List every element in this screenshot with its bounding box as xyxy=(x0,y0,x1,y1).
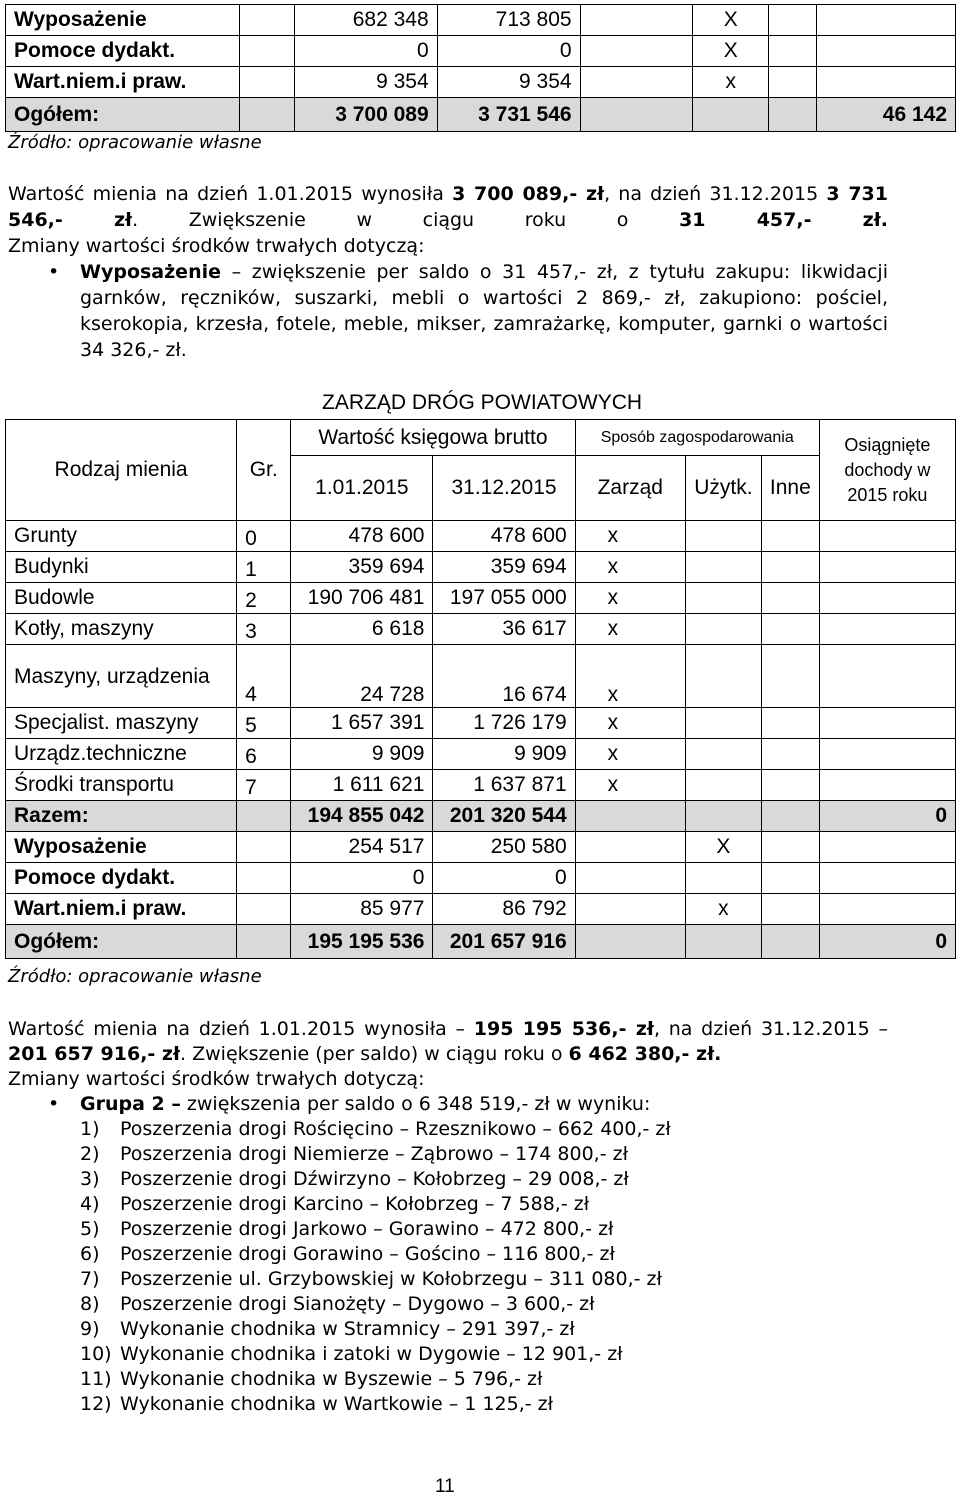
row-zarzad: x xyxy=(575,521,685,552)
list-item-text: Poszerzenie drogi Jarkowo – Gorawino – 472 800,- zł xyxy=(120,1218,614,1240)
row-value-start: 9 909 xyxy=(291,739,433,770)
row-zarzad xyxy=(580,5,693,36)
row-value-start: 1 657 391 xyxy=(291,708,433,739)
list-item-number: 10) xyxy=(80,1343,112,1365)
row-value-start: 1 611 621 xyxy=(291,770,433,801)
list-item xyxy=(8,1342,888,1367)
row-dochody xyxy=(819,832,955,863)
row-gr xyxy=(237,863,291,894)
row-name: Grunty xyxy=(6,521,237,552)
row-dochody xyxy=(819,614,955,645)
row-dochody: 46 142 xyxy=(817,98,956,132)
row-zarzad xyxy=(575,801,685,832)
row-value-start: 0 xyxy=(291,863,433,894)
row-value-end: 9 354 xyxy=(437,67,580,98)
text-1a: Wartość mienia na dzień 1.01.2015 wynosiła xyxy=(8,183,453,205)
table-row xyxy=(6,739,956,770)
header-inne: Inne xyxy=(761,456,819,521)
header-sposob: Sposób zagospodarowania xyxy=(575,420,819,456)
list-item-text: Poszerzenie drogi Sianożęty – Dygowo – 3 600,- zł xyxy=(120,1293,595,1315)
list-item-text: Wykonanie chodnika i zatoki w Dygowie – 12 901,- zł xyxy=(120,1343,623,1365)
header-wartosc: Wartość księgowa brutto xyxy=(291,420,575,456)
list-item-text: Poszerzenia drogi Niemierze – Ząbrowo – 174 800,- zł xyxy=(120,1143,628,1165)
row-uzytk xyxy=(685,925,761,959)
text-1e: . Zwiększenie w ciągu roku o xyxy=(132,209,680,231)
source-note-1: Źródło: opracowanie własne xyxy=(8,132,262,153)
row-name: Ogółem: xyxy=(6,925,237,959)
row-name: Pomoce dydakt. xyxy=(6,36,240,67)
ogolem-row xyxy=(6,925,956,959)
text-1b: 3 700 089,- zł xyxy=(452,183,605,205)
list-item-number: 4) xyxy=(80,1193,100,1215)
list-item xyxy=(8,1392,888,1417)
row-name: Urządz.techniczne xyxy=(6,739,237,770)
list-item xyxy=(8,1292,888,1317)
row-inne xyxy=(761,832,819,863)
table-row xyxy=(6,5,956,36)
row-gr xyxy=(237,894,291,925)
list-item xyxy=(8,1242,888,1267)
list-item xyxy=(8,1217,888,1242)
row-inne xyxy=(761,801,819,832)
text-1c: , na dzień 31.12.2015 xyxy=(604,183,827,205)
row-inne xyxy=(761,863,819,894)
bullet-grupa-2: • Grupa 2 – zwiększenia per saldo o 6 348 519,- zł w wyniku: xyxy=(8,1092,888,1117)
row-value-end: 0 xyxy=(433,863,575,894)
row-zarzad xyxy=(575,832,685,863)
row-uzytk xyxy=(685,708,761,739)
row-inne xyxy=(769,67,817,98)
row-inne xyxy=(769,98,817,132)
row-value-end: 3 731 546 xyxy=(437,98,580,132)
list-item xyxy=(8,1142,888,1167)
row-value-start: 0 xyxy=(294,36,437,67)
row-inne xyxy=(761,739,819,770)
list-item-number: 2) xyxy=(80,1143,100,1165)
table-row xyxy=(6,614,956,645)
header-d2: 31.12.2015 xyxy=(433,456,575,521)
header-zarzad: Zarząd xyxy=(575,456,685,521)
row-name: Kotły, maszyny xyxy=(6,614,237,645)
text-2d: 201 657 916,- zł xyxy=(8,1043,181,1065)
row-uzytk xyxy=(685,583,761,614)
row-value-start: 359 694 xyxy=(291,552,433,583)
row-value-start: 478 600 xyxy=(291,521,433,552)
row-dochody xyxy=(819,739,955,770)
row-uzytk xyxy=(685,645,761,708)
list-item-number: 6) xyxy=(80,1243,100,1265)
row-name: Wyposażenie xyxy=(6,832,237,863)
table-row xyxy=(6,67,956,98)
source-note-2: Źródło: opracowanie własne xyxy=(8,966,262,987)
table-row xyxy=(6,36,956,67)
row-inne xyxy=(761,894,819,925)
row-uzytk: X xyxy=(685,832,761,863)
investment-list xyxy=(8,1117,888,1417)
row-uzytk xyxy=(685,552,761,583)
list-item xyxy=(8,1367,888,1392)
row-inne xyxy=(761,552,819,583)
row-zarzad xyxy=(575,894,685,925)
list-item-number: 1) xyxy=(80,1118,100,1140)
row-dochody xyxy=(819,645,955,708)
list-item-text: Poszerzenie drogi Dźwirzyno – Kołobrzeg – 29 008,- zł xyxy=(120,1168,629,1190)
row-value-start: 24 728 xyxy=(291,645,433,708)
row-inne xyxy=(761,583,819,614)
row-name: Maszyny, urządzenia xyxy=(6,645,237,708)
row-dochody: 0 xyxy=(819,925,955,959)
row-dochody xyxy=(819,863,955,894)
row-zarzad xyxy=(575,925,685,959)
row-uzytk: x xyxy=(685,894,761,925)
row-dochody xyxy=(819,894,955,925)
row-gr: 0 xyxy=(237,521,291,552)
row-value-start: 9 354 xyxy=(294,67,437,98)
row-inne xyxy=(761,645,819,708)
row-zarzad xyxy=(580,36,693,67)
razem-row xyxy=(6,801,956,832)
row-gr: 7 xyxy=(237,770,291,801)
row-value-end: 197 055 000 xyxy=(433,583,575,614)
bullet-wyposazenie: • Wyposażenie – zwiększenie per saldo o 31 457,- zł, z tytułu zakupu: likwidacji garnków, ręczników, suszarki, mebli o wartości 2 869,- zł, zakupiono: pościel, kserokopia, krzesła, fotele, meble, mikser, zamrażarkę, komputer, garnki o wartości 34 326,- zł. xyxy=(8,259,888,363)
row-value-end: 359 694 xyxy=(433,552,575,583)
row-value-end: 1 726 179 xyxy=(433,708,575,739)
table-row xyxy=(6,832,956,863)
table-row xyxy=(6,770,956,801)
row-zarzad: x xyxy=(575,552,685,583)
row-zarzad: x xyxy=(575,739,685,770)
row-gr: 5 xyxy=(237,708,291,739)
row-inne xyxy=(761,614,819,645)
table-2-title: ZARZĄD DRÓG POWIATOWYCH xyxy=(322,391,643,414)
row-value-start: 682 348 xyxy=(294,5,437,36)
row-dochody xyxy=(819,583,955,614)
header-uzytk: Użytk. xyxy=(685,456,761,521)
row-uzytk xyxy=(685,739,761,770)
list-item-text: Poszerzenia drogi Rościęcino – Rzesznikowo – 662 400,- zł xyxy=(120,1118,671,1140)
list-item-number: 3) xyxy=(80,1168,100,1190)
table-row xyxy=(6,894,956,925)
row-value-end: 0 xyxy=(437,36,580,67)
row-value-end: 713 805 xyxy=(437,5,580,36)
text-2b: 195 195 536,- zł xyxy=(473,1018,654,1040)
row-inne xyxy=(761,521,819,552)
row-zarzad xyxy=(575,863,685,894)
list-item-number: 7) xyxy=(80,1268,100,1290)
row-dochody xyxy=(819,521,955,552)
row-inne xyxy=(761,925,819,959)
header-gr: Gr. xyxy=(237,420,291,521)
list-item-number: 11) xyxy=(80,1368,112,1390)
row-dochody xyxy=(819,552,955,583)
list-item xyxy=(8,1317,888,1342)
list-item xyxy=(8,1117,888,1142)
header-rodzaj: Rodzaj mienia xyxy=(6,420,237,521)
text-2f: 6 462 380,- zł. xyxy=(568,1043,722,1065)
row-value-end: 86 792 xyxy=(433,894,575,925)
list-item-number: 12) xyxy=(80,1393,112,1415)
text-2c: , na dzień 31.12.2015 – xyxy=(653,1018,888,1040)
row-value-start: 6 618 xyxy=(291,614,433,645)
row-value-start: 3 700 089 xyxy=(294,98,437,132)
row-uzytk xyxy=(685,770,761,801)
list-item-text: Poszerzenie ul. Grzybowskiej w Kołobrzegu – 311 080,- zł xyxy=(120,1268,662,1290)
list-item xyxy=(8,1192,888,1217)
list-item xyxy=(8,1167,888,1192)
list-item-number: 8) xyxy=(80,1293,100,1315)
row-dochody: 0 xyxy=(819,801,955,832)
row-value-end: 250 580 xyxy=(433,832,575,863)
row-name: Pomoce dydakt. xyxy=(6,863,237,894)
row-name: Razem: xyxy=(6,801,237,832)
row-dochody xyxy=(817,67,956,98)
list-item-text: Wykonanie chodnika w Wartkowie – 1 125,- zł xyxy=(120,1393,554,1415)
header-d1: 1.01.2015 xyxy=(291,456,433,521)
row-zarzad: x xyxy=(575,614,685,645)
row-gr xyxy=(239,67,294,98)
row-dochody xyxy=(819,770,955,801)
row-name: Ogółem: xyxy=(6,98,240,132)
row-zarzad: x xyxy=(575,645,685,708)
row-uzytk: X xyxy=(693,5,769,36)
row-name: Wyposażenie xyxy=(6,5,240,36)
row-name: Specjalist. maszyny xyxy=(6,708,237,739)
row-gr xyxy=(239,98,294,132)
row-dochody xyxy=(817,36,956,67)
table-row xyxy=(6,708,956,739)
row-value-end: 201 657 916 xyxy=(433,925,575,959)
row-dochody xyxy=(819,708,955,739)
text-1f: 31 457,- zł. xyxy=(679,209,888,231)
list-item-text: Wykonanie chodnika w Byszewie – 5 796,- zł xyxy=(120,1368,543,1390)
row-gr: 3 xyxy=(237,614,291,645)
row-value-end: 9 909 xyxy=(433,739,575,770)
row-name: Wart.niem.i praw. xyxy=(6,894,237,925)
row-value-end: 201 320 544 xyxy=(433,801,575,832)
paragraph-1 xyxy=(8,181,888,363)
row-gr: 1 xyxy=(237,552,291,583)
row-inne xyxy=(769,36,817,67)
table-row xyxy=(6,645,956,708)
row-uzytk xyxy=(685,614,761,645)
row-value-end: 36 617 xyxy=(433,614,575,645)
row-dochody xyxy=(817,5,956,36)
list-item xyxy=(8,1267,888,1292)
list-item-number: 9) xyxy=(80,1318,100,1340)
row-inne xyxy=(761,708,819,739)
header-dochody: Osiągnięte dochody w 2015 roku xyxy=(819,420,955,521)
row-value-start: 195 195 536 xyxy=(291,925,433,959)
row-inne xyxy=(769,5,817,36)
list-item-text: Wykonanie chodnika w Stramnicy – 291 397,- zł xyxy=(120,1318,575,1340)
row-uzytk xyxy=(685,801,761,832)
row-zarzad: x xyxy=(575,583,685,614)
table-row xyxy=(6,521,956,552)
page-number: 11 xyxy=(435,1476,455,1497)
row-name: Budowle xyxy=(6,583,237,614)
row-value-end: 1 637 871 xyxy=(433,770,575,801)
row-zarzad: x xyxy=(575,708,685,739)
table-row xyxy=(6,98,956,132)
row-gr xyxy=(239,5,294,36)
row-gr: 6 xyxy=(237,739,291,770)
row-gr xyxy=(237,801,291,832)
row-name: Wart.niem.i praw. xyxy=(6,67,240,98)
row-value-start: 254 517 xyxy=(291,832,433,863)
table-row xyxy=(6,583,956,614)
table-1 xyxy=(5,4,956,132)
row-name: Budynki xyxy=(6,552,237,583)
row-gr xyxy=(237,832,291,863)
paragraph-2 xyxy=(8,1017,888,1417)
row-zarzad: x xyxy=(575,770,685,801)
row-uzytk xyxy=(693,98,769,132)
text-1d: 3 731 546,- zł xyxy=(8,183,888,231)
list-item-number: 5) xyxy=(80,1218,100,1240)
row-value-end: 478 600 xyxy=(433,521,575,552)
row-zarzad xyxy=(580,67,693,98)
changes-intro-2: Zmiany wartości środków trwałych dotyczą: xyxy=(8,1068,425,1090)
row-gr xyxy=(237,925,291,959)
row-gr xyxy=(239,36,294,67)
row-value-start: 190 706 481 xyxy=(291,583,433,614)
row-uzytk: X xyxy=(693,36,769,67)
row-value-end: 16 674 xyxy=(433,645,575,708)
table-row xyxy=(6,863,956,894)
table-2 xyxy=(5,419,956,959)
list-item-text: Poszerzenie drogi Karcino – Kołobrzeg – 7 588,- zł xyxy=(120,1193,590,1215)
row-name: Środki transportu xyxy=(6,770,237,801)
row-gr: 4 xyxy=(237,645,291,708)
row-uzytk xyxy=(685,863,761,894)
row-inne xyxy=(761,770,819,801)
text-2e: . Zwiększenie (per saldo) w ciągu roku o xyxy=(180,1043,569,1065)
row-uzytk xyxy=(685,521,761,552)
changes-intro-1: Zmiany wartości środków trwałych dotyczą: xyxy=(8,235,425,257)
text-2a: Wartość mienia na dzień 1.01.2015 wynosiła – xyxy=(8,1018,474,1040)
row-zarzad xyxy=(580,98,693,132)
row-uzytk: x xyxy=(693,67,769,98)
list-item-text: Poszerzenie drogi Gorawino – Gościno – 116 800,- zł xyxy=(120,1243,615,1265)
row-value-start: 194 855 042 xyxy=(291,801,433,832)
table-row xyxy=(6,552,956,583)
row-gr: 2 xyxy=(237,583,291,614)
row-value-start: 85 977 xyxy=(291,894,433,925)
